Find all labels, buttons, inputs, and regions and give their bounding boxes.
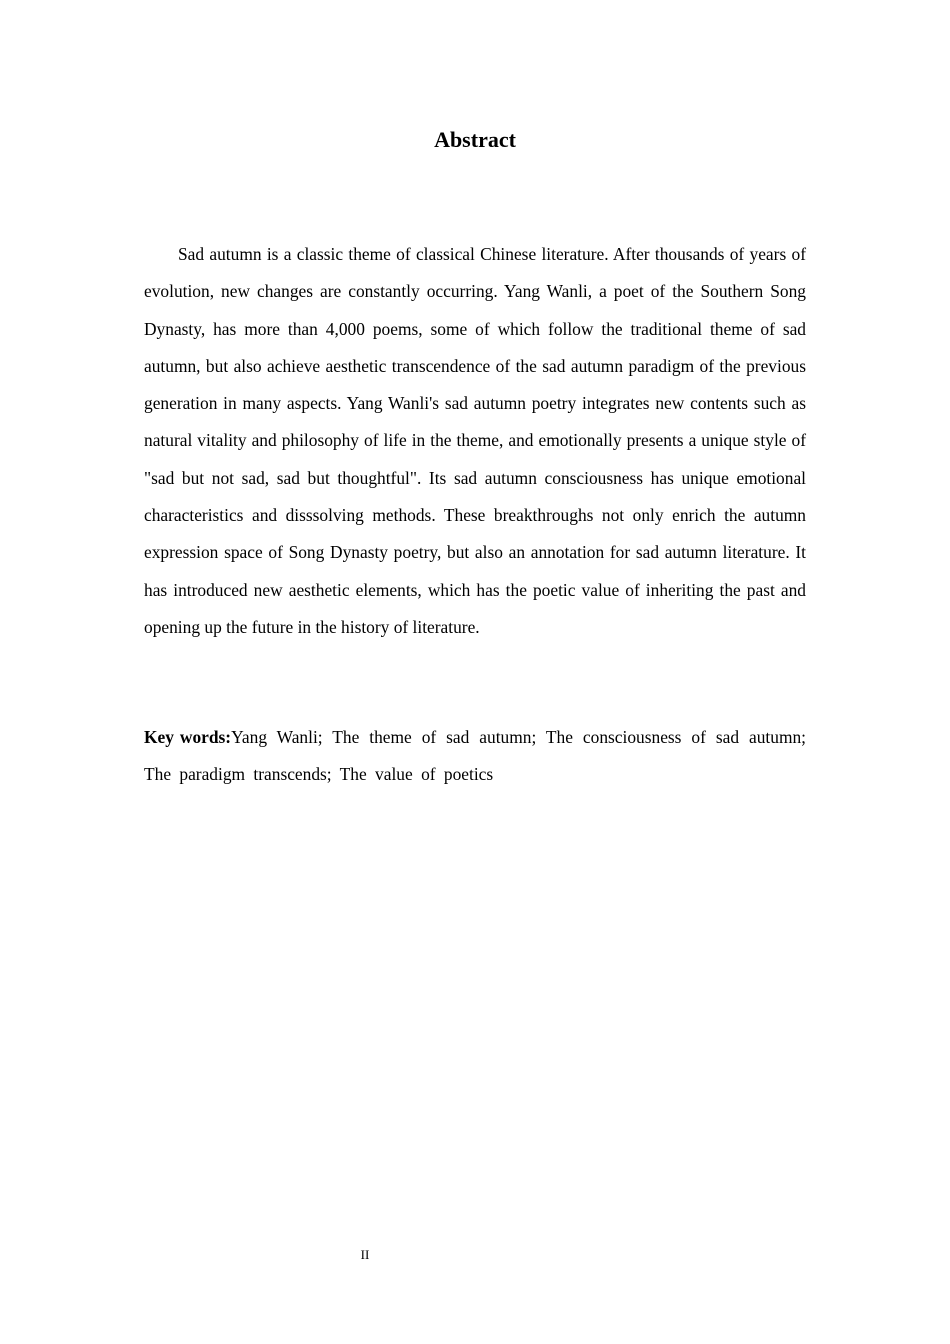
abstract-paragraph: Sad autumn is a classic theme of classical Chinese literature. After thousands of years of evolution, new changes are constantly occurring. Yang Wanli, a poet of the Southern Song Dynasty, has more than 4,000 poems, some of which follow the traditional theme of sad autumn, but also achieve aesthetic transcendence of the sad autumn paradigm of the previous generation in many aspects. Yang Wanli's sad autumn poetry integrates new contents such as natural vitality and philosophy of life in the theme, and emotionally presents a unique style of "sad but not sad, sad but thoughtful". Its sad autumn consciousness has unique emotional characteristics and disssolving methods. These breakthroughs not only enrich the autumn expression space of Song Dynasty poetry, but also an annotation for sad autumn literature. It has introduced new aesthetic elements, which has the poetic value of inheriting the past and opening up the future in the history of literature. — [144, 244, 806, 637]
page-number: II — [360, 1247, 370, 1262]
keywords-label: Key words: — [144, 727, 232, 747]
keywords-section — [144, 719, 806, 794]
keywords-text: Yang Wanli; The theme of sad autumn; The consciousness of sad autumn; The paradigm transcends; The value of poetics — [144, 727, 806, 785]
abstract-title: Abstract — [434, 127, 516, 152]
